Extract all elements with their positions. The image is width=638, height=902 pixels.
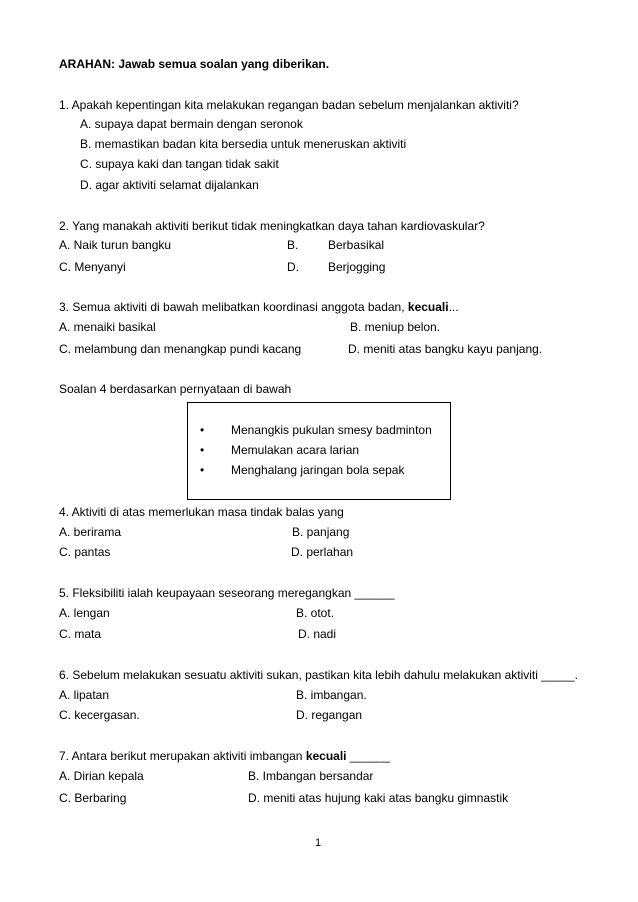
question-4-stem: 4. Aktiviti di atas memerlukan masa tindak balas yang (59, 505, 344, 519)
question-3-option-c: C. melambung dan menangkap pundi kacang (59, 342, 302, 356)
question-2-option-a: A. Naik turun bangku (59, 238, 172, 252)
question-5-stem: 5. Fleksibiliti ialah keupayaan seseorang meregangkan ______ (59, 586, 395, 600)
bullet-icon: • (200, 443, 205, 457)
question-7-option-c: C. Berbaring (59, 791, 127, 805)
instructions-label: ARAHAN: (59, 57, 115, 71)
question-1-option-d: D. agar aktiviti selamat dijalankan (80, 178, 259, 192)
question-5-option-c: C. mata (59, 627, 102, 641)
instructions-text: Jawab semua soalan yang diberikan. (118, 57, 330, 71)
question-2-option-b: Berbasikal (328, 238, 385, 252)
instructions-heading (59, 57, 329, 71)
question-2-option-c: C. Menyanyi (59, 260, 126, 274)
question-1-option-c: C. supaya kaki dan tangan tidak sakit (80, 157, 279, 171)
question-1-option-a: A. supaya dapat bermain dengan seronok (80, 117, 303, 131)
question-4-option-c: C. pantas (59, 545, 111, 559)
question-7-stem (59, 749, 390, 763)
statement-item: Memulakan acara larian (231, 443, 360, 457)
question-7-option-d: D. meniti atas hujung kaki atas bangku gimnastik (248, 791, 509, 805)
question-3-option-d: D. meniti atas bangku kayu panjang. (348, 342, 543, 356)
question-2-option-b-letter: B. (287, 238, 299, 252)
question-3-stem-text: 3. Semua aktiviti di bawah melibatkan koordinasi anggota badan, (59, 300, 408, 314)
bullet-icon: • (200, 463, 205, 477)
statement-item: Menangkis pukulan smesy badminton (231, 423, 432, 437)
question-1-option-b: B. memastikan badan kita bersedia untuk meneruskan aktiviti (80, 137, 407, 151)
question-3-stem-ellipsis: ... (448, 300, 459, 314)
question-7-option-a: A. Dirian kepala (59, 769, 144, 783)
question-1-stem: 1. Apakah kepentingan kita melakukan regangan badan sebelum menjalankan aktiviti? (59, 98, 519, 112)
bullet-icon: • (200, 423, 205, 437)
question-4-option-d: D. perlahan (291, 545, 354, 559)
question-6-option-c: C. kecergasan. (59, 708, 140, 722)
question-5-option-b: B. otot. (296, 606, 335, 620)
question-7-stem-text: 7. Antara berikut merupakan aktiviti imbangan (59, 749, 306, 763)
question-4-intro: Soalan 4 berdasarkan pernyataan di bawah (59, 382, 292, 396)
question-2-option-d-letter: D. (287, 260, 299, 274)
question-6-option-d: D. regangan (296, 708, 363, 722)
question-7-option-b: B. Imbangan bersandar (248, 769, 374, 783)
question-2-option-d: Berjogging (328, 260, 386, 274)
question-3-option-a: A. menaiki basikal (59, 320, 156, 334)
page-number: 1 (315, 837, 322, 849)
question-7-except-word: kecuali (305, 749, 347, 763)
question-3-option-b: B. meniup belon. (350, 320, 441, 334)
statement-item: Menghalang jaringan bola sepak (231, 463, 405, 477)
question-3-stem (59, 300, 459, 314)
question-5-option-a: A. lengan (59, 606, 110, 620)
question-4-option-a: A. berirama (59, 525, 122, 539)
question-2-stem: 2. Yang manakah aktiviti berikut tidak meningkatkan daya tahan kardiovaskular? (59, 219, 485, 233)
question-6-option-a: A. lipatan (59, 688, 110, 702)
question-6-stem: 6. Sebelum melakukan sesuatu aktiviti sukan, pastikan kita lebih dahulu melakukan aktiviti _____. (59, 668, 578, 682)
question-5-option-d: D. nadi (298, 627, 337, 641)
question-4-option-b: B. panjang (292, 525, 350, 539)
question-7-stem-blank: ______ (346, 749, 390, 763)
question-3-except-word: kecuali (407, 300, 449, 314)
question-6-option-b: B. imbangan. (296, 688, 367, 702)
